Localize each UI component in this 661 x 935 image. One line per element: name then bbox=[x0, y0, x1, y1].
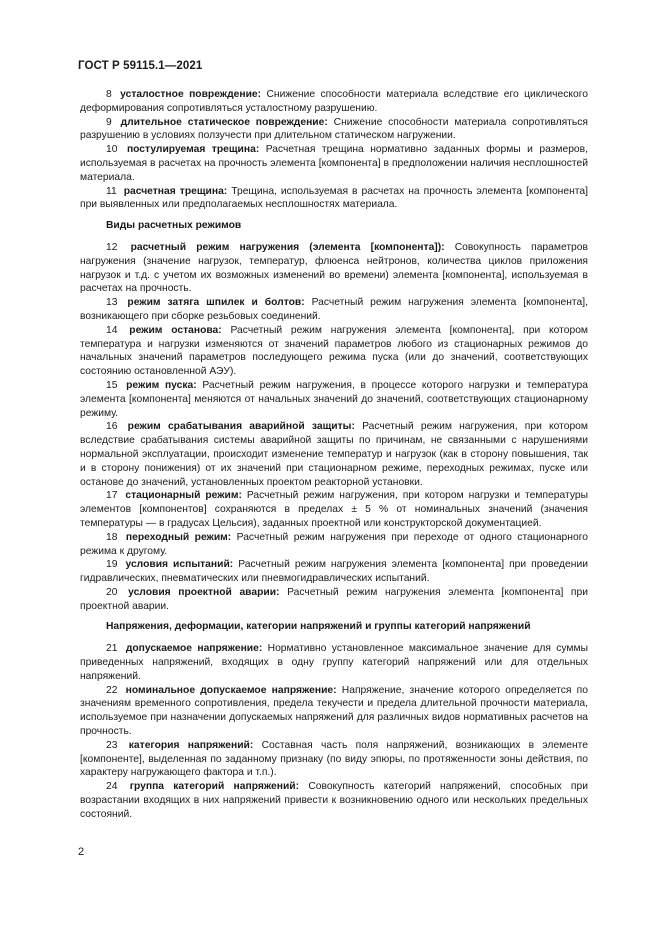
term-entry: 17 стационарный режим: Расчетный режим нагружения, при котором нагрузки и температуры элементов [компонентов] сохраняются в пределах ± 5 % от номинальных значений (значения температуры — в градусах Цельсия), заданных проектной или конструкторской документацией. bbox=[80, 490, 588, 529]
term-definition: Совокупность категорий напряжений, способных при возрастании входящих в них напряжений привести к возникновению одного или нескольких предельных состояний. bbox=[80, 781, 588, 820]
term-name: стационарный режим: bbox=[125, 490, 242, 502]
term-name: усталостное повреждение: bbox=[120, 89, 262, 100]
term-name: расчетная трещина: bbox=[123, 185, 228, 197]
term-entry: 9 длительное статическое повреждение: Снижение способности материала сопротивляться разрушению в условиях ползучести при длительном статическом нагружении. bbox=[80, 116, 588, 142]
section-heading: Напряжения, деформации, категории напряжений и группы категорий напряжений bbox=[106, 621, 531, 633]
term-name: допускаемое напряжение: bbox=[125, 643, 263, 655]
term-definition: Напряжение, значение которого определяется по значениям временного сопротивления, предела текучести и предела длительной прочности материала, используемое при назначении допускаемых напряжений для различных видов нормативных расчетов на прочность. bbox=[80, 684, 588, 738]
term-definition: Расчетный режим нагружения элемента [компонента] при проведении гидравлических, пневматических или пневмогидравлических испытаний. bbox=[80, 559, 588, 585]
term-definition: Расчетная трещина нормативно заданных формы и размеров, используемая в расчетах на прочность элемента [компонента] в предположении наличия несплошностей материала. bbox=[80, 144, 588, 183]
term-definition: Расчетный режим нагружения, в процессе которого нагрузки и температура элемента [компонента] меняются от начальных значений до значений, соответствующих стационарному режиму. bbox=[80, 379, 588, 419]
term-definition: Расчетный режим нагружения элемента [компонента], при котором температура и нагрузки изменяются от значений параметров любого из стационарных режимов до начальных значений параметров последующего режима пуска (или до значений, соответствующих состоянию остановленной АЭУ). bbox=[80, 324, 588, 378]
term-name: длительное статическое повреждение: bbox=[120, 116, 328, 128]
term-name: режим пуска: bbox=[126, 379, 197, 391]
term-definition: Расчетный режим нагружения, при котором вследствие срабатывания системы аварийной защиты по причинам, не связанными с нарушениями нормальной эксплуатации, происходит изменение температур и нагрузок (как в сторону повышения, так и в сторону понижения) от их значений при стационарном режиме, переходных режимах, пуске или останове до значений, установленных проектом реакторной установки. bbox=[80, 421, 588, 488]
term-name: группа категорий напряжений: bbox=[129, 781, 300, 793]
term-entry: 21 допускаемое напряжение: Нормативно установленное максимальное значение для суммы приведенных напряжений, входящих в одну группу категорий напряжений или для отдельных напряжений. bbox=[80, 643, 588, 682]
term-definition: Совокупность параметров нагружения (значение нагрузок, температур, флюенса нейтронов, количества циклов приложения нагрузок и т.д. с учетом их возможных изменений во времени) элемента [компонента], используемая в расчетах на прочность. bbox=[80, 241, 588, 295]
term-entry: 16 режим срабатывания аварийной защиты: Расчетный режим нагружения, при котором вследствие срабатывания системы аварийной защиты по причинам, не связанными с нарушениями нормальной эксплуатации, происходит изменение температур и нагрузок (как в сторону повышения, так и в сторону понижения) от их значений при стационарном режиме, переходных режимах, пуске или останове до значений, установленных проектом реакторной установки. bbox=[80, 421, 588, 488]
term-definition: Нормативно установленное максимальное значение для суммы приведенных напряжений, входящих в одну группу категорий напряжений или для отдельных напряжений. bbox=[80, 643, 588, 682]
term-definition: Расчетный режим нагружения элемента [компонента] при проектной аварии. bbox=[80, 586, 588, 612]
term-entry: 8 усталостное повреждение: Снижение способности материала вследствие его циклического деформирования сопротивляться усталостному разрушению. bbox=[80, 89, 588, 114]
term-name: категория напряжений: bbox=[128, 739, 254, 751]
term-entry: 18 переходный режим: Расчетный режим нагружения при переходе от одного стационарного режима к другому. bbox=[80, 531, 588, 557]
section-heading: Виды расчетных режимов bbox=[106, 220, 242, 232]
term-name: режим останова: bbox=[129, 324, 222, 336]
term-name: режим срабатывания аварийной защиты: bbox=[127, 421, 355, 433]
term-definition: Снижение способности материала сопротивляться разрушению в условиях ползучести при длительном статическом нагружении. bbox=[80, 116, 588, 142]
term-entry: 14 режим останова: Расчетный режим нагружения элемента [компонента], при котором температура и нагрузки изменяются от значений параметров любого из стационарных режимов до начальных значений параметров последующего режима пуска (или до значений, соответствующих состоянию остановленной АЭУ). bbox=[80, 324, 588, 378]
term-definition: Снижение способности материала вследствие его циклического деформирования сопротивляться усталостному разрушению. bbox=[80, 89, 588, 114]
term-name: расчетный режим нагружения (элемента [компонента]): bbox=[130, 241, 445, 253]
term-definition: Расчетный режим нагружения, при котором нагрузки и температуры элементов [компонентов] сохраняются в пределах ± 5 % от номинальных значений (значения температуры — в градусах Цельсия), заданных проектной или конструкторской документацией. bbox=[80, 490, 588, 529]
term-name: постулируемая трещина: bbox=[126, 144, 260, 156]
term-definition: Трещина, используемая в расчетах на прочность элемента [компонента] при выявленных или предполагаемых несплошностях материала. bbox=[80, 185, 588, 211]
term-name: условия испытаний: bbox=[125, 559, 234, 571]
document-body bbox=[80, 88, 588, 822]
term-entry: 12 расчетный режим нагружения (элемента [компонента]): Совокупность параметров нагружения (значение нагрузок, температур, флюенса нейтронов, количества циклов приложения нагрузок и т.д. с учетом их возможных изменений во времени) элемента [компонента], используемая в расчетах на прочность. bbox=[80, 241, 588, 295]
term-definition: Расчетный режим нагружения элемента [компонента], возникающего при сборке резьбовых соединений. bbox=[80, 297, 588, 322]
term-name: условия проектной аварии: bbox=[128, 586, 280, 598]
term-entry: 22 номинальное допускаемое напряжение: Напряжение, значение которого определяется по значениям временного сопротивления, предела текучести и предела длительной прочности материала, используемое при назначении допускаемых напряжений для различных видов нормативных расчетов на прочность. bbox=[80, 684, 588, 738]
term-definition: Расчетный режим нагружения при переходе от одного стационарного режима к другому. bbox=[80, 531, 588, 557]
term-entry: 24 группа категорий напряжений: Совокупность категорий напряжений, способных при возрастании входящих в них напряжений привести к возникновению одного или нескольких предельных состояний. bbox=[80, 781, 588, 820]
term-entry: 23 категория напряжений: Составная часть поля напряжений, возникающих в элементе [компоненте], выделенная по заданному признаку (по виду эпюры, по протяженности зоны действия, по характеру нагружающего фактора и т.п.). bbox=[80, 739, 588, 779]
document-header: ГОСТ Р 59115.1—2021 bbox=[78, 60, 203, 72]
term-name: номинальное допускаемое напряжение: bbox=[125, 684, 337, 696]
term-definition: Составная часть поля напряжений, возникающих в элементе [компоненте], выделенная по заданному признаку (по виду эпюры, по протяженности зоны действия, по характеру нагружающего фактора и т.п.). bbox=[80, 739, 588, 779]
term-entry: 20 условия проектной аварии: Расчетный режим нагружения элемента [компонента] при проектной аварии. bbox=[80, 586, 588, 612]
term-entry: 13 режим затяга шпилек и болтов: Расчетный режим нагружения элемента [компонента], возникающего при сборке резьбовых соединений. bbox=[80, 297, 588, 322]
term-entry: 10 постулируемая трещина: Расчетная трещина нормативно заданных формы и размеров, используемая в расчетах на прочность элемента [компонента] в предположении наличия несплошностей материала. bbox=[80, 144, 588, 183]
page-number: 2 bbox=[78, 846, 85, 858]
term-entry: 19 условия испытаний: Расчетный режим нагружения элемента [компонента] при проведении гидравлических, пневматических или пневмогидравлических испытаний. bbox=[80, 559, 588, 585]
term-entry: 15 режим пуска: Расчетный режим нагружения, в процессе которого нагрузки и температура элемента [компонента] меняются от начальных значений до значений, соответствующих стационарному режиму. bbox=[80, 379, 588, 419]
term-name: переходный режим: bbox=[125, 531, 232, 543]
term-name: режим затяга шпилек и болтов: bbox=[127, 297, 305, 309]
term-entry: 11 расчетная трещина: Трещина, используемая в расчетах на прочность элемента [компонента] при выявленных или предполагаемых несплошностях материала. bbox=[80, 185, 588, 211]
